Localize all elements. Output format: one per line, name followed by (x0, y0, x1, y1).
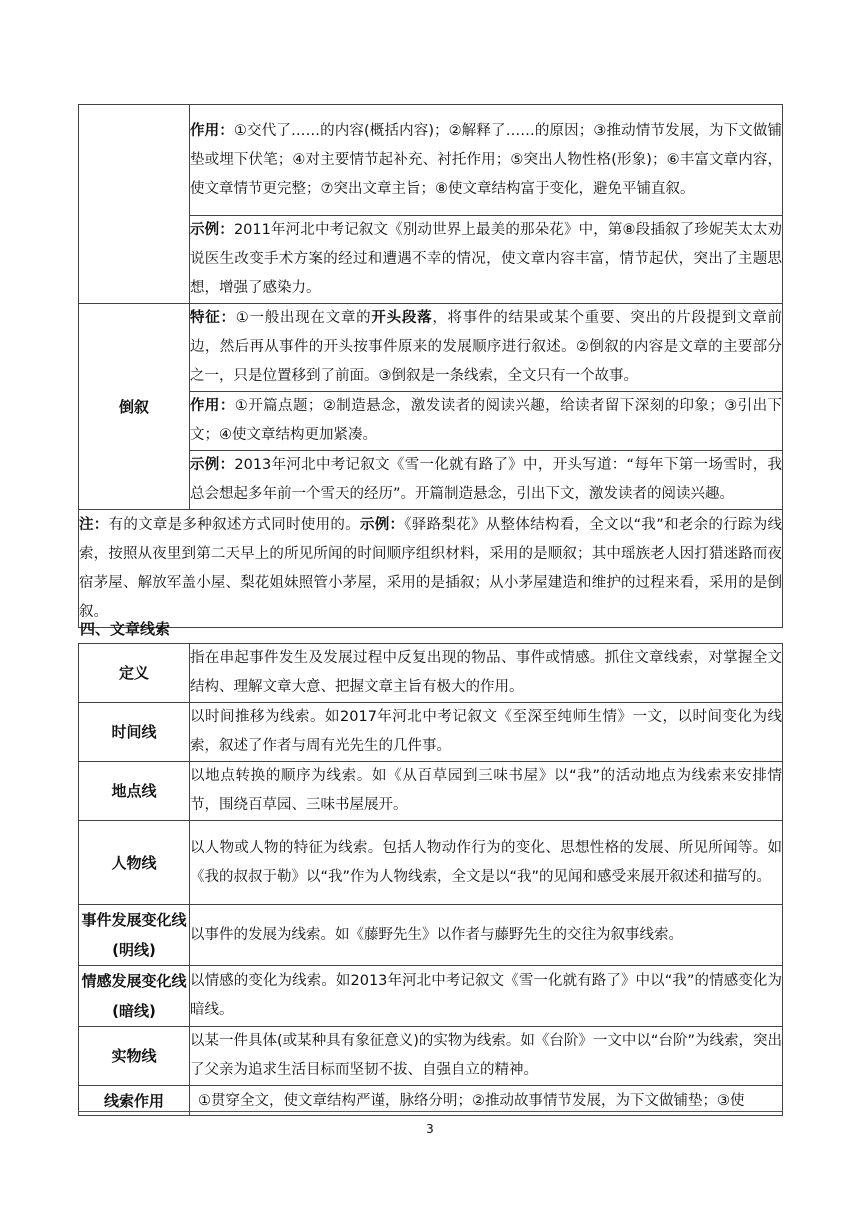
clue-row-label: 事件发展变化线(明线) (79, 905, 190, 966)
clue-row-label: 情感发展变化线(暗线) (79, 966, 190, 1027)
note-example-label: 示例： (359, 516, 405, 533)
clue-row-text: 以事件的发展为线索。如《藤野先生》以作者与藤野先生的交往为叙事线索。 (190, 905, 783, 966)
footer-divider (78, 1111, 782, 1112)
clue-row-text: 指在串起事件发生及发展过程中反复出现的物品、事件或情感。抓住文章线索，对掌握全文结构、理解文章大意、把握文章主旨有极大的作用。 (190, 644, 783, 703)
function-label: 作用： (190, 122, 234, 139)
clue-row-label: 实物线 (79, 1027, 190, 1086)
insertion-example-cell (190, 216, 783, 304)
page-number: 3 (426, 1122, 434, 1136)
label-cell-empty-top (79, 105, 190, 304)
flashback-feature-cell (190, 304, 783, 392)
section-heading: 四、文章线索 (80, 620, 171, 638)
note-label: 注： (79, 516, 109, 533)
clue-row-text: 以人物或人物的特征为线索。包括人物动作行为的变化、思想性格的发展、所见所闻等。如《我的叔叔于勒》以“我”作为人物线索，全文是以“我”的见闻和感受来展开叙述和描写的。 (190, 821, 783, 905)
clue-row-text: 以地点转换的顺序为线索。如《从百草园到三味书屋》以“我”的活动地点为线索来安排情节，围绕百草园、三味书屋展开。 (190, 762, 783, 821)
flashback-example-text: 2013年河北中考记叙文《雪一化就有路了》中，开头写道：“每年下第一场雪时，我总会想起多年前一个雪天的经历”。开篇制造悬念，引出下文，激发读者的阅读兴趣。 (190, 457, 782, 502)
flashback-example-cell (190, 451, 783, 510)
flashback-function-text: ①开篇点题；②制造悬念，激发读者的阅读兴趣，给读者留下深刻的印象；③引出下文；④使文章结构更加紧凑。 (190, 398, 783, 443)
clue-row-label: 定义 (79, 644, 190, 703)
note-example-text: 《驿路梨花》从整体结构看，全文以“我”和老余的行踪为线索，按照从夜里到第二天早上的所见所闻的时间顺序组织材料，采用的是顺叙；其中瑶族老人因打猎迷路而夜宿茅屋、解放军盖小屋、梨花姐妹照管小茅屋，采用的是插叙；从小茅屋建造和维护的过程来看，采用的是倒叙。 (79, 516, 782, 620)
function-label: 作用： (190, 398, 235, 414)
clue-row-text: ①贯穿全文，使文章结构严谨，脉络分明；②推动故事情节发展，为下文做铺垫；③使 (190, 1086, 783, 1116)
flashback-feature-text-2: ，将事件的结果或某个重要、突出的片段提到文章前边，然后再从事件的开头按事件原来的发展顺序进行叙述。②倒叙的内容是文章的主要部分之一，只是位置移到了前面。③倒叙是一条线索，全文只有一个故事。 (190, 310, 783, 384)
note-cell (79, 510, 783, 628)
clue-row-text: 以时间推移为线索。如2017年河北中考记叙文《至深至纯师生情》一文，以时间变化为线索，叙述了作者与周有光先生的几件事。 (190, 703, 783, 762)
clue-row-label: 线索作用 (79, 1086, 190, 1116)
insertion-example-text: 2011年河北中考记叙文《别动世界上最美的那朵花》中，第⑧段插叙了珍妮芙太太劝说医生改变手术方案的经过和遭遇不幸的情况，使文章内容丰富，情节起伏，突出了主题思想，增强了感染力。 (190, 222, 783, 296)
clue-row-label: 时间线 (79, 703, 190, 762)
clue-row-text: 以某一件具体(或某种具有象征意义)的实物为线索。如《台阶》一文中以“台阶”为线索，突出了父亲为追求生活目标而坚韧不拔、自强自立的精神。 (190, 1027, 783, 1086)
narration-methods-table (78, 104, 783, 628)
insertion-function-cell (190, 105, 783, 216)
clue-types-table (78, 643, 783, 1116)
note-text: 有的文章是多种叙述方式同时使用的。 (108, 516, 360, 533)
flashback-feature-bold: 开头段落 (371, 310, 433, 326)
clue-row-label: 人物线 (79, 821, 190, 905)
feature-label: 特征： (190, 310, 236, 326)
flashback-feature-text-1: ①一般出现在文章的 (235, 310, 372, 326)
flashback-function-cell (190, 392, 783, 451)
insertion-function-text: ①交代了……的内容(概括内容)；②解释了……的原因；③推动情节发展，为下文做铺垫或埋下伏笔；④对主要情节起补充、衬托作用；⑤突出人物性格(形象)；⑥丰富文章内容，使文章情节更完整；⑦突出文章主旨；⑧使文章结构富于变化，避免平铺直叙。 (190, 122, 783, 197)
clue-row-text: 以情感的变化为线索。如2013年河北中考记叙文《雪一化就有路了》中以“我”的情感变化为暗线。 (190, 966, 783, 1027)
clue-row-label: 地点线 (79, 762, 190, 821)
example-label: 示例： (190, 222, 234, 238)
example-label: 示例： (190, 457, 235, 473)
flashback-label: 倒叙 (79, 304, 190, 510)
